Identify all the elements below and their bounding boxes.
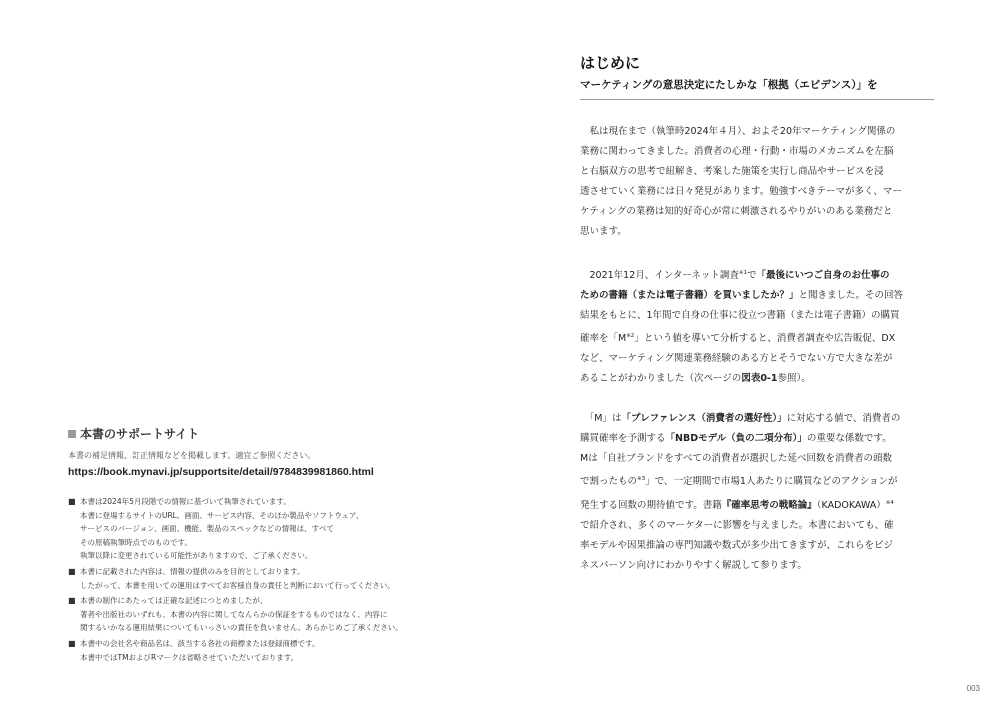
support-site-title: 本書のサポートサイト [80,427,200,441]
support-site-note: 本書の補足情報、訂正情報などを掲載します。適宜ご参照ください。 [68,451,316,460]
footnote-mark: ※3 [637,476,646,483]
text-span: で [747,269,757,281]
paragraph-line [580,286,934,306]
paragraph-line: など、マーケティング関連業務経験のある方とそうでない方で大きな差が [580,352,893,364]
introduction-section [580,52,934,576]
disclaimer-line: サービスのバージョン、画面、機能、製品のスペックなどの情報は、すべて [80,524,334,534]
text-span: で割ったもの [580,476,638,488]
paragraph-line: 業務に関わってきました。消費者の心理・行動・市場のメカニズムを左脳 [580,146,894,158]
paragraph-line [580,369,934,389]
disclaimer-item [68,637,498,664]
paragraph-line [580,429,934,449]
emphasis-text: ための書籍（または電子書籍）を買いましたか？」 [580,289,799,301]
paragraph-line: 結果をもとに、1年間で自身の仕事に役立つ書籍（または電子書籍）の購買 [580,309,900,321]
emphasis-text: 「プレファレンス（消費者の選好性）」 [621,413,787,425]
paragraph-line: Mは「自社ブランドをすべての消費者が選択した延べ回数を消費者の頭数 [580,453,893,465]
emphasis-text: 「NBDモデル（負の二項分布）」 [665,433,807,445]
paragraph-line: ネスパーソン向けにわかりやすく解説して参ります。 [580,559,807,571]
text-span: あることがわかりました（次ページの [580,373,742,385]
paragraph-line: で紹介され、多くのマーケターに影響を与えました。本書においても、確 [580,519,894,531]
text-span: 「M」は [580,413,622,425]
support-site-heading [68,425,488,442]
disclaimer-line: その原稿執筆時点でのものです。 [80,537,192,547]
paragraph-line: と右脳双方の思考で紐解き、考案した施策を実行し商品やサービスを浸 [580,166,884,178]
chapter-title: はじめに [580,54,641,72]
disclaimer-line: 本書に記載された内容は、情報の提供のみを目的としております。 [80,566,305,576]
disclaimer-item [68,565,498,592]
paragraph-line: ケティングの業務は知的好奇心が常に刺激されるやりがいのある業務だと [580,206,893,218]
paragraph-line: 率モデルや因果推論の専門知識や数式が多少出てきますが、これらをビジ [580,539,894,551]
disclaimer-line: 著者や出版社のいずれも、本書の内容に関してなんらかの保証をするものではなく、内容に [80,609,388,619]
disclaimer-line: 関するいかなる運用結果についてもいっさいの責任を負いません。あらかじめご了承ください。 [80,623,403,633]
support-site-block [68,425,488,478]
text-span: と聞きました。その回答 [798,289,904,301]
paragraph-line [580,263,934,286]
text-span: 発生する回数の期待値です。書籍 [580,499,722,511]
disclaimer-line: 本書は2024年5月段階での情報に基づいて執筆されています。 [80,497,291,506]
disclaimer-list [68,495,498,666]
text-span: 参照）。 [777,373,811,385]
paragraph-line [580,409,934,429]
text-span: 2021年12月、インターネット調査 [580,269,739,281]
paragraph-1 [580,122,934,243]
text-span: 」で、一定期間で市場1人あたりに購買などのアクションが [645,476,898,488]
paragraph-line: 思います。 [580,226,627,238]
footnote-mark: ※4 [885,499,894,506]
disclaimer-bullet: ■ [68,497,76,506]
emphasis-text: 「最後にいつご自身のお仕事の [756,269,890,281]
disclaimer-line: 本書中の会社名や商品名は、該当する各社の商標または登録商標です。 [80,638,320,648]
paragraph-line: 私は現在まで（執筆時2024年４月）、およそ20年マーケティング関係の [580,126,896,137]
paragraph-line [580,469,934,492]
disclaimer-item [68,594,498,635]
page-number: 003 [966,684,980,693]
paragraph-line [580,326,934,349]
footnote-mark: ※2 [626,332,635,339]
disclaimer-line: 本書に登場するサイトのURL、画面、サービス内容、そのほか製品やソフトウェア、 [80,510,364,520]
chapter-subtitle: マーケティングの意思決定にたしかな「根拠（エビデンス）」を [580,77,934,100]
disclaimer-line: 本書の制作にあたっては正確な記述につとめましたが、 [80,596,268,606]
paragraph-line: 透させていく業務には日々発見があります。勉強すべきテーマが多く、マー [580,186,902,198]
support-site-url[interactable]: https://book.mynavi.jp/supportsite/detail/9784839981860.html [68,466,374,478]
footnote-mark: ※1 [738,269,748,276]
text-span: に対応する値で、消費者の [786,413,901,425]
disclaimer-line: したがって、本書を用いての運用はすべてお客様自身の責任と判断において行ってください。 [80,580,395,590]
disclaimer-line: 執筆以降に変更されている可能性がありますので、ご了承ください。 [80,551,313,561]
text-span: 確率を「M [580,332,627,344]
text-span: 購買確率を予測する [580,433,666,445]
text-span: （KADOKAWA） [816,499,886,511]
disclaimer-bullet: ■ [68,566,76,576]
disclaimer-bullet: ■ [68,596,76,606]
text-span: の重要な係数です。 [806,433,892,445]
disclaimer-bullet: ■ [68,638,76,648]
book-title: 『確率思考の戦略論』 [721,499,817,511]
paragraph-3 [580,409,934,576]
disclaimer-item [68,495,498,563]
figure-reference: 図表0-1 [741,373,778,385]
paragraph-line [580,493,934,516]
text-span: 」という値を導いて分析すると、消費者調査や広告販促、DX [634,332,896,344]
square-bullet-icon [68,430,76,438]
disclaimer-line: 本書中ではTMおよびRマークは省略させていただいております。 [80,652,299,662]
paragraph-2 [580,263,934,390]
